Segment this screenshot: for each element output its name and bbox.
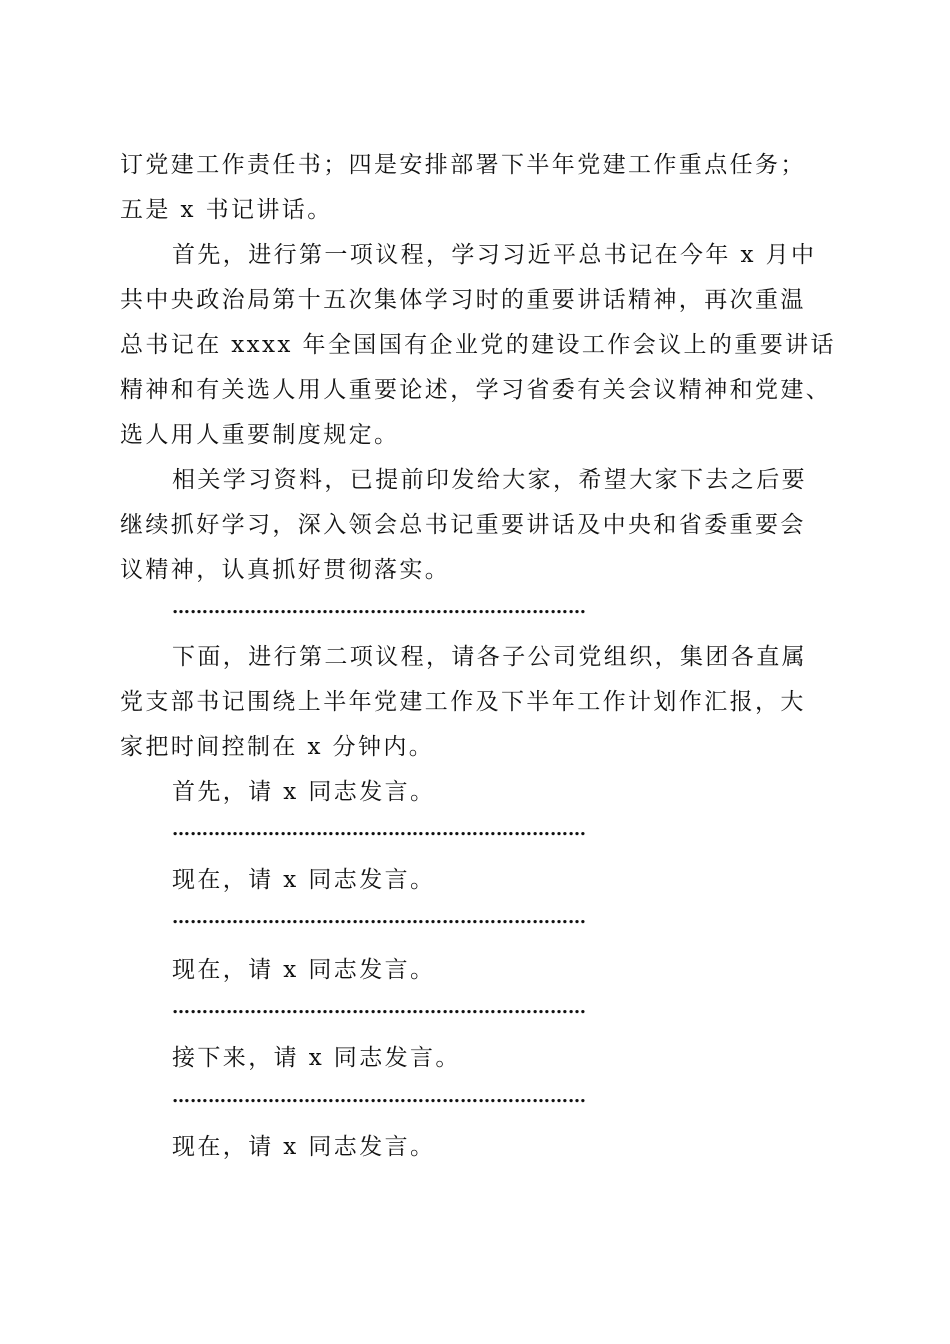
paragraph-2-line-4: 精神和有关选人用人重要论述，学习省委有关会议精神和党建、 [120,377,832,403]
paragraph-4-line-1: 下面，进行第二项议程，请各子公司党组织，集团各直属 [172,644,807,670]
paragraph-4-line-2: 党支部书记围绕上半年党建工作及下半年工作计划作汇报，大 [120,689,806,715]
ellipsis-divider: …………………………………………………………… [172,598,586,618]
paragraph-3-line-2: 继续抓好学习，深入领会总书记重要讲话及中央和省委重要会 [120,512,806,538]
speaker-line-1: 首先，请 x 同志发言。 [172,779,436,805]
paragraph-2-line-2: 共中央政治局第十五次集体学习时的重要讲话精神，再次重温 [120,287,806,313]
paragraph-1-line-1: 订党建工作责任书；四是安排部署下半年党建工作重点任务； [120,152,806,178]
paragraph-2-line-1: 首先，进行第一项议程，学习习近平总书记在今年 x 月中 [172,242,817,268]
paragraph-2-line-5: 选人用人重要制度规定。 [120,422,400,448]
ellipsis-divider: …………………………………………………………… [172,998,586,1018]
speaker-line-3: 现在，请 x 同志发言。 [172,957,436,983]
speaker-line-5: 现在，请 x 同志发言。 [172,1134,436,1160]
speaker-line-2: 现在，请 x 同志发言。 [172,867,436,893]
ellipsis-divider: …………………………………………………………… [172,1087,586,1107]
paragraph-3-line-1: 相关学习资料，已提前印发给大家，希望大家下去之后要 [172,467,807,493]
paragraph-3-line-3: 议精神，认真抓好贯彻落实。 [120,557,451,583]
ellipsis-divider: …………………………………………………………… [172,820,586,840]
paragraph-1-line-2: 五是 x 书记讲话。 [120,197,333,223]
speaker-line-4: 接下来，请 x 同志发言。 [172,1045,461,1071]
ellipsis-divider: …………………………………………………………… [172,908,586,928]
paragraph-2-line-3: 总书记在 xxxx 年全国国有企业党的建设工作会议上的重要讲话 [120,332,836,358]
paragraph-4-line-3: 家把时间控制在 x 分钟内。 [120,734,435,760]
